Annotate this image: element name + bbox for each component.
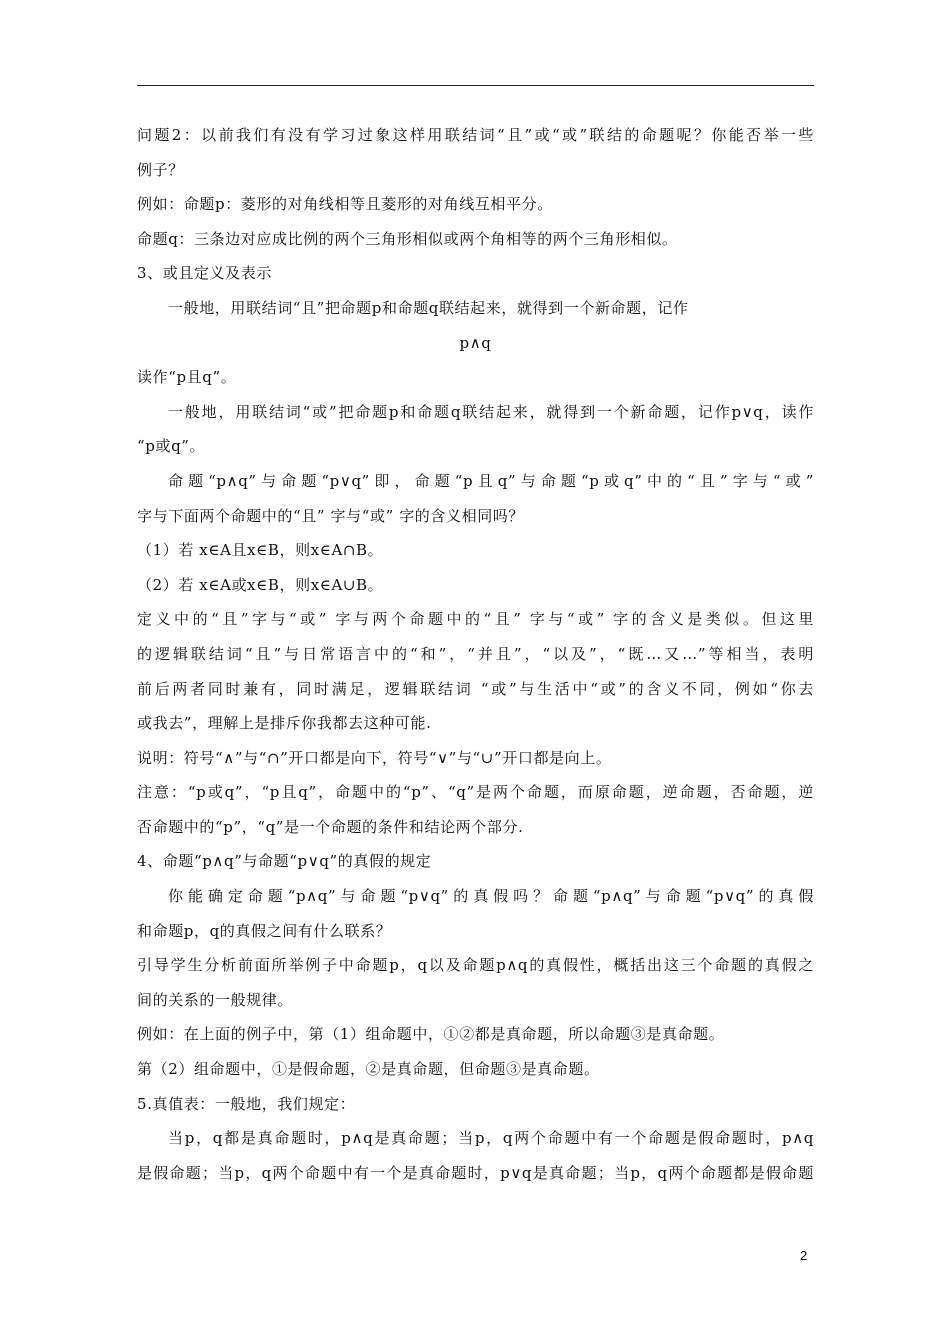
text-line: 字与下面两个命题中的“且” 字与“或” 字的含义相同吗？	[137, 506, 525, 525]
text-line: （2）若 x∈A或x∈B，则x∈A∪B。	[137, 575, 384, 594]
page-number: 2	[800, 1248, 808, 1263]
text-line: 是假命题；当p，q两个命题中有一个是真命题时，p∨q是真命题；当p，q两个命题都是假命题	[137, 1163, 814, 1182]
text-line: 说明：符号“∧”与“∩”开口都是向下，符号“∨”与“∪”开口都是向上。	[137, 748, 612, 767]
text-line: 读作“p且q”。	[137, 368, 237, 387]
text-line: 引导学生分析前面所举例子中命题p，q以及命题p∧q的真假性，概括出这三个命题的真假之	[137, 956, 814, 975]
text-line: 定义中的“且”字与“或” 字与两个命题中的“且” 字与“或” 字的含义是类似。但这里	[137, 610, 814, 629]
text-line: 命题q：三条边对应成比例的两个三角形相似或两个角相等的两个三角形相似。	[137, 229, 678, 248]
text-line: 第（2）组命题中，①是假命题，②是真命题，但命题③是真命题。	[137, 1060, 600, 1079]
formula: p∧q	[459, 333, 492, 352]
text-line: 的逻辑联结词“且”与日常语言中的“和”，“并且”，“以及”，“既…又…”等相当，表明	[137, 644, 814, 663]
text-line: “p或q”。	[137, 437, 206, 456]
document-body	[137, 118, 814, 1190]
text-line: 例如：命题p：菱形的对角线相等且菱形的对角线互相平分。	[137, 195, 553, 214]
section-heading: 4、命题“p∧q”与命题“p∨q”的真假的规定	[137, 852, 432, 871]
text-line: 前后两者同时兼有，同时满足，逻辑联结词 “或”与生活中“或”的含义不同，例如“你去	[137, 679, 814, 698]
text-line: 否命题中的“p”，“q”是一个命题的条件和结论两个部分.	[137, 817, 524, 836]
text-line: 命题“p∧q”与命题“p∨q”即，命题“p且q”与命题“p或q”中的“且”字与“或”	[168, 471, 814, 490]
text-line: 例如：在上面的例子中，第（1）组命题中，①②都是真命题，所以命题③是真命题。	[137, 1025, 725, 1044]
text-line: 间的关系的一般规律。	[137, 990, 294, 1009]
text-line: 当p，q都是真命题时，p∧q是真命题；当p，q两个命题中有一个命题是假命题时，p∧q	[168, 1129, 814, 1148]
text-line: 问题2：以前我们有没有学习过象这样用联结词“且”或“或”联结的命题呢？你能否举一些	[137, 126, 814, 144]
text-line: 例子？	[137, 160, 184, 179]
text-line: 一般地，用联结词“或”把命题p和命题q联结起来，就得到一个新命题，记作p∨q，读作	[168, 402, 814, 421]
text-line: 你能确定命题“p∧q”与命题“p∨q”的真假吗？命题“p∧q”与命题“p∨q”的真假	[168, 887, 814, 906]
section-heading: 5.真值表：一般地，我们规定：	[137, 1094, 356, 1113]
section-heading: 3、或且定义及表示	[137, 264, 272, 283]
text-line: （1）若 x∈A且x∈B，则x∈A∩B。	[137, 541, 384, 560]
text-line: 或我去”，理解上是排斥你我都去这种可能.	[137, 714, 432, 733]
header-rule	[137, 85, 814, 86]
text-line: 和命题p，q的真假之间有什么联系？	[137, 921, 392, 940]
text-line: 一般地，用联结词“且”把命题p和命题q联结起来，就得到一个新命题，记作	[168, 298, 689, 317]
text-line: 注意：“p或q”，“p且q”，命题中的“p”、“q”是两个命题，而原命题，逆命题，否命题，逆	[137, 783, 814, 802]
